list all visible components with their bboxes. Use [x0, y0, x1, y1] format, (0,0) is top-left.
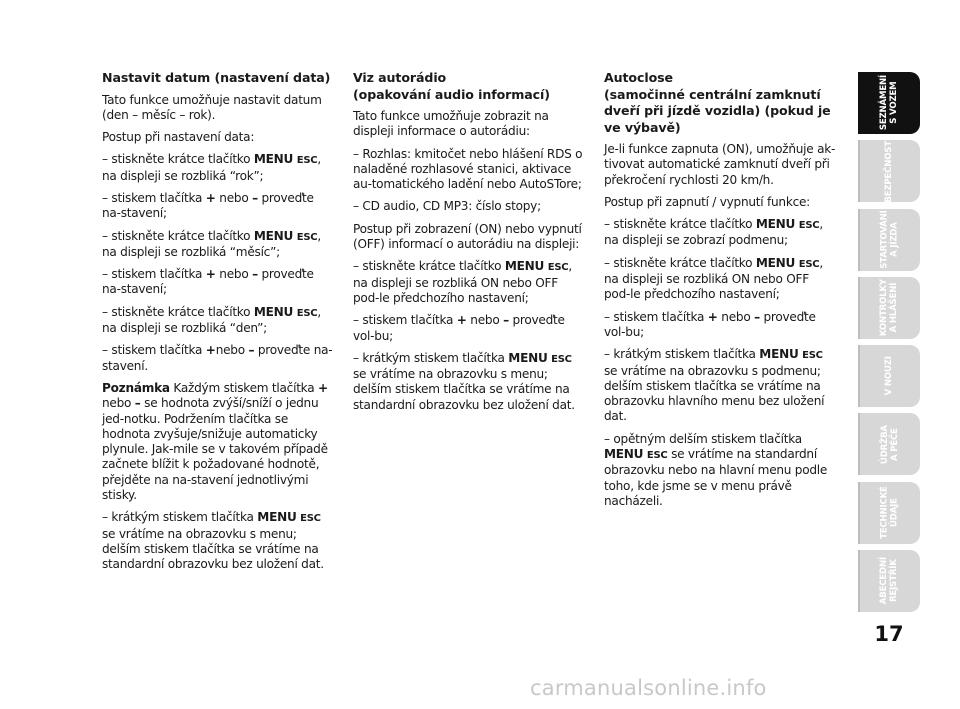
note: Poznámka Každým stiskem tlačítka + nebo – se hodnota zvýší/sníží o jednu jed-notku. Podržením tlačítka se hodnota zvyšuje/snižuje automaticky plynule. Jak-mile se v takovém případě začnete blížit k požadované hodnotě, přejděte na na-stavení jednotlivými stisky. — [102, 380, 328, 503]
tab-label: BEZPEČNOST — [884, 140, 895, 203]
tab-seznameni[interactable] — [858, 72, 920, 134]
step: – opětným delším stiskem tlačítka MENU ESC se vrátíme na standardní obrazovku nebo na hlavní menu podle toho, kde jsme se v menu právě nacházeli. — [604, 431, 828, 508]
page-number: 17 — [874, 622, 904, 646]
step: – stiskněte krátce tlačítko MENU ESC, na displeji se rozbliká ON nebo OFF pod-le předchozího nastavení; — [604, 255, 823, 302]
step: – stiskněte krátce tlačítko MENU ESC, na displeji se rozbliká “měsíc”; — [102, 228, 321, 259]
step: – stiskněte krátce tlačítko MENU ESC, na displeji se zobrazí podmenu; — [604, 217, 823, 248]
left-column — [102, 70, 334, 580]
tab-startovani[interactable] — [858, 209, 920, 271]
tab-label: ÚDRŽBA A PÉČE — [879, 425, 899, 464]
step: – stiskem tlačítka +nebo – proveďte na-stavení. — [102, 343, 333, 373]
right-column — [604, 70, 836, 516]
tab-technicke-udaje[interactable] — [858, 482, 920, 544]
paragraph: Tato funkce umožňuje zobrazit na displeji informace o autorádiu: — [353, 109, 549, 139]
paragraph: Je-li funkce zapnuta (ON), umožňuje ak-tivovat automatické zamknutí dveří při překročení rychlosti 20 km/h. — [604, 142, 836, 187]
tab-v-nouzi[interactable] — [858, 345, 920, 407]
section-heading: Autoclose (samočinné centrální zamknutí dveří při jízdě vozidla) (pokud je ve výbavě) — [604, 70, 831, 135]
step: – stiskněte krátce tlačítko MENU ESC, na displeji se rozbliká ON nebo OFF pod-le předchozího nastavení; — [353, 259, 572, 305]
section-heading: Viz autorádio (opakování audio informací) — [353, 70, 550, 102]
step: – krátkým stiskem tlačítka MENU ESC se vrátíme na obrazovku s menu; delším stiskem tlačítka se vrátíme na standardní obrazovku bez uložení dat. — [353, 350, 575, 412]
tab-bezpecnost[interactable] — [858, 140, 920, 202]
paragraph: – CD audio, CD MP3: číslo stopy; — [353, 199, 541, 214]
tab-label: KONTROLKY A HLÁŠENÍ — [879, 279, 899, 337]
paragraph: – Rozhlas: kmitočet nebo hlášení RDS o naladěné rozhlasové stanici, aktivace au-tomatického ladění nebo AutoSTore; — [353, 146, 583, 192]
step: – stiskem tlačítka + nebo – proveďte vol-bu; — [604, 309, 816, 339]
paragraph: Tato funkce umožňuje nastavit datum (den – měsíc – rok). — [102, 92, 322, 122]
step: – stiskem tlačítka + nebo – proveďte na-stavení; — [102, 190, 314, 221]
tab-kontrolky[interactable] — [858, 277, 920, 339]
chapter-tabs — [858, 72, 920, 618]
tab-udrzba[interactable] — [858, 413, 920, 475]
paragraph: Postup při zobrazení (ON) nebo vypnutí (OFF) informací o autorádiu na displeji: — [353, 221, 582, 252]
tab-label: V NOUZI — [884, 356, 895, 396]
step: – stiskněte krátce tlačítko MENU ESC, na displeji se rozbliká “den”; — [102, 304, 321, 336]
step: – stiskem tlačítka + nebo – proveďte na-stavení; — [102, 267, 314, 297]
tab-label: TECHNICKÉ ÚDAJE — [879, 486, 899, 540]
tab-label: ABECEDNÍ REJSTŘÍK — [879, 557, 899, 605]
middle-column — [353, 70, 585, 420]
step: – stiskem tlačítka + nebo – proveďte vol-bu; — [353, 313, 565, 343]
note-label: Poznámka — [102, 380, 170, 395]
step: – krátkým stiskem tlačítka MENU ESC se vrátíme na obrazovku s menu; delším stiskem tlačítka se vrátíme na standardní obrazovku bez uložení dat. — [102, 510, 324, 572]
paragraph: Postup při zapnutí / vypnutí funkce: — [604, 194, 810, 209]
paragraph: Postup při nastavení data: — [102, 130, 255, 145]
section-heading: Nastavit datum (nastavení data) — [102, 70, 331, 85]
tab-label: SEZNÁMENÍ S VOZEM — [879, 75, 899, 131]
tab-rejstrik[interactable] — [858, 550, 920, 612]
tab-label: STARTOVÁNÍ A JÍZDA — [879, 210, 899, 269]
step: – stiskněte krátce tlačítko MENU ESC, na displeji se rozbliká “rok”; — [102, 152, 321, 183]
watermark: carmanualsonline.info — [530, 676, 767, 700]
step: – krátkým stiskem tlačítka MENU ESC se vrátíme na obrazovku s podmenu; delším stiskem tlačítka se vrátíme na obrazovku hlavního menu bez uložení dat. — [604, 347, 825, 424]
